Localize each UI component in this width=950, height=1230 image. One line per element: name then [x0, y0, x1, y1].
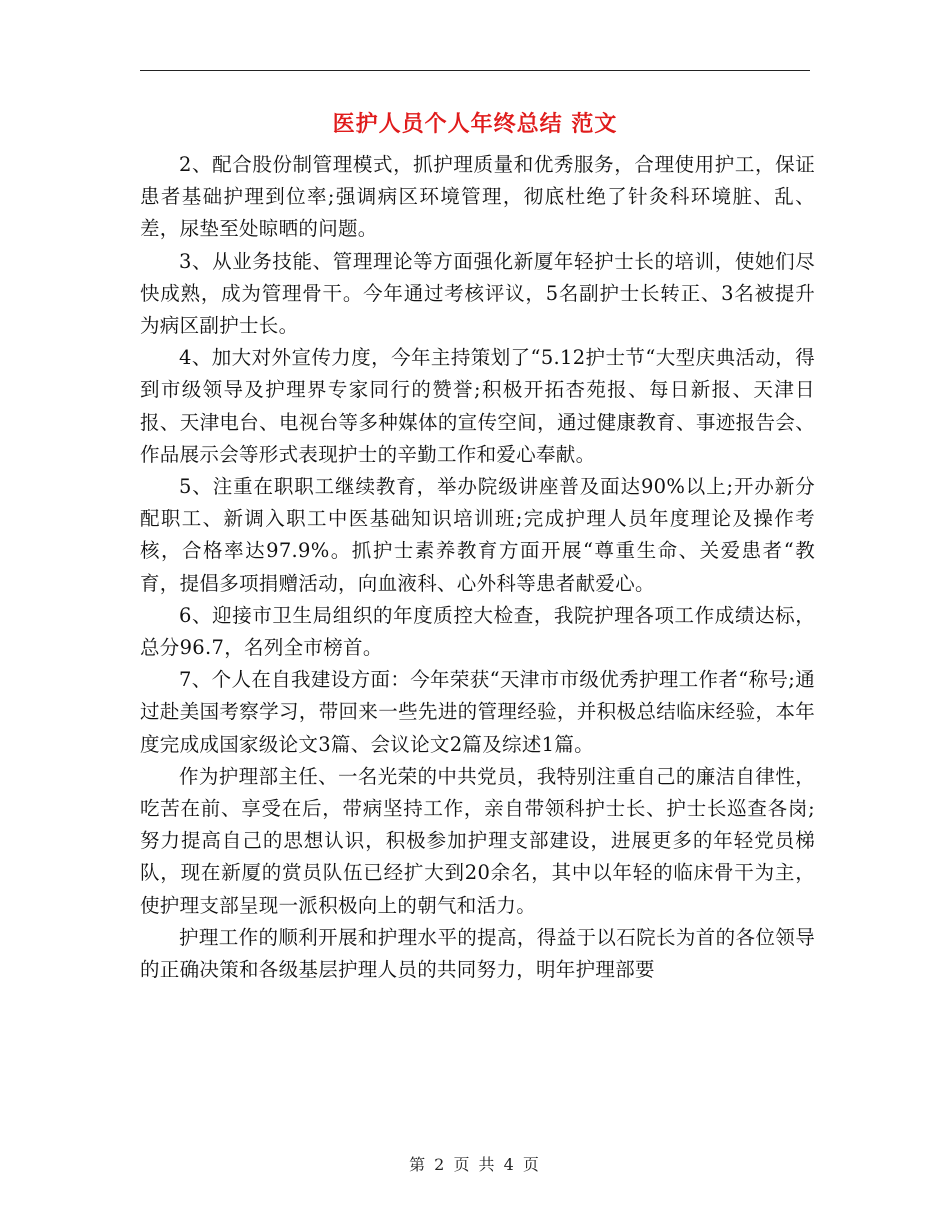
paragraph-item-6: 6、迎接市卫生局组织的年度质控大检查，我院护理各项工作成绩达标，总分96.7，名列全市榜首。	[140, 603, 815, 660]
document-title: 医护人员个人年终总结 范文	[332, 111, 618, 137]
paragraph-item-5: 5、注重在职职工继续教育，举办院级讲座普及面达90%以上;开办新分配职工、新调入职工中医基础知识培训班;完成护理人员年度理论及操作考核，合格率达97.9%。抓护士素养教育方面开展“尊重生命、关爱患者“教育，提倡多项捐赠活动，向血液科、心外科等患者献爱心。	[140, 475, 815, 595]
paragraph-item-2: 2、配合股份制管理模式，抓护理质量和优秀服务，合理使用护工，保证患者基础护理到位率;强调病区环境管理，彻底杜绝了针灸科环境脏、乱、差，尿垫至处晾晒的问题。	[140, 153, 815, 241]
document-body	[140, 149, 815, 986]
paragraph-item-7: 7、个人在自我建设方面：今年荣获“天津市市级优秀护理工作者“称号;通过赴美国考察学习，带回来一些先进的管理经验，并积极总结临床经验，本年度完成成国家级论文3篇、会议论文2篇及综述1篇。	[140, 668, 815, 756]
page-number-footer: 第 2 页 共 4 页	[409, 1155, 541, 1174]
paragraph-party-member: 作为护理部主任、一名光荣的中共党员，我特别注重自己的廉洁自律性，吃苦在前、享受在后，带病坚持工作，亲自带领科护士长、护士长巡查各岗;努力提高自己的思想认识，积极参加护理支部建设，进展更多的年轻党员梯队，现在新厦的赏员队伍已经扩大到20余名，其中以年轻的临床骨干为主，使护理支部呈现一派积极向上的朝气和活力。	[140, 764, 815, 917]
paragraph-acknowledgement: 护理工作的顺利开展和护理水平的提高，得益于以石院长为首的各位领导的正确决策和各级基层护理人员的共同努力，明年护理部要	[140, 925, 815, 982]
paragraph-item-4: 4、加大对外宣传力度，今年主持策划了“5.12护士节“大型庆典活动，得到市级领导及护理界专家同行的赞誉;积极开拓杏苑报、每日新报、天津日报、天津电台、电视台等多种媒体的宣传空间，通过健康教育、事迹报告会、作品展示会等形式表现护士的辛勤工作和爱心奉献。	[140, 346, 815, 466]
header-rule	[140, 70, 810, 71]
paragraph-item-3: 3、从业务技能、管理理论等方面强化新厦年轻护士长的培训，使她们尽快成熟，成为管理骨干。今年通过考核评议，5名副护士长转正、3名被提升为病区副护士长。	[140, 249, 815, 338]
